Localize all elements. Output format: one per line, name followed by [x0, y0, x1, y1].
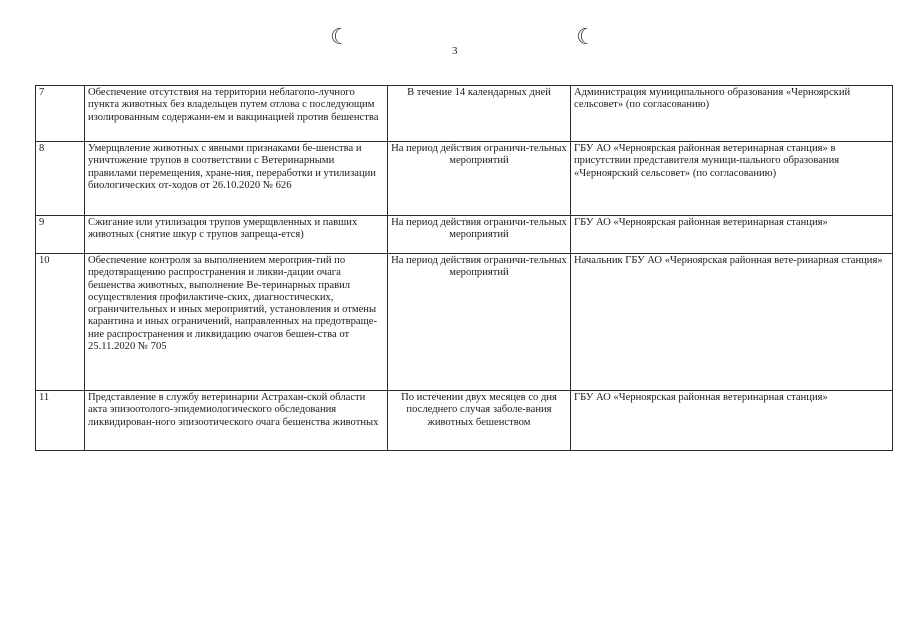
scan-mark-left: ☾ — [330, 24, 350, 49]
responsible-cell: Администрация муниципального образования «Черноярский сельсовет» (по согласованию) — [571, 86, 893, 142]
responsible-cell: ГБУ АО «Черноярская районная ветеринарная станция» — [571, 216, 893, 254]
page-number: 3 — [452, 45, 458, 57]
row-number: 9 — [36, 216, 85, 254]
table-row — [36, 391, 893, 451]
responsible-cell: ГБУ АО «Черноярская районная ветеринарная станция» — [571, 391, 893, 451]
period-cell: На период действия ограничи-тельных мероприятий — [388, 142, 571, 216]
table-row — [36, 216, 893, 254]
table-row — [36, 254, 893, 391]
row-number: 11 — [36, 391, 85, 451]
measure-cell: Обеспечение контроля за выполнением мероприя-тий по предотвращению распространения и ликви-дации очага бешенства животных, выполнение Ве-теринарных правил осуществления профилактиче-ских, диагностических, ограничительных и иных мероприятий, установления и отмены карантина и иных ограничений, направленных на предотвраще-ние распространения и ликвидацию очагов бешен-ства от 25.11.2020 № 705 — [85, 254, 388, 391]
row-number: 7 — [36, 86, 85, 142]
period-cell: В течение 14 календарных дней — [388, 86, 571, 142]
row-number: 8 — [36, 142, 85, 216]
period-cell: На период действия ограничи-тельных мероприятий — [388, 216, 571, 254]
scan-mark-right: ☾ — [576, 24, 596, 49]
measures-table — [35, 85, 893, 451]
period-cell: По истечении двух месяцев со дня последнего случая заболе-вания животных бешенством — [388, 391, 571, 451]
measure-cell: Сжигание или утилизация трупов умерщвленных и павших животных (снятие шкур с трупов запреща-ется) — [85, 216, 388, 254]
measure-cell: Умерщвление животных с явными признаками бе-шенства и уничтожение трупов в соответствии с Ветеринарными правилами перемещения, хране-ния, переработки и утилизации биологических от-ходов от 26.10.2020 № 626 — [85, 142, 388, 216]
period-cell: На период действия ограничи-тельных мероприятий — [388, 254, 571, 391]
row-number: 10 — [36, 254, 85, 391]
measure-cell: Обеспечение отсутствия на территории неблагопо-лучного пункта животных без владельцев путем отлова с последующим изолированным содержани-ем и вакцинацией против бешенства — [85, 86, 388, 142]
table-row — [36, 86, 893, 142]
responsible-cell: ГБУ АО «Черноярская районная ветеринарная станция» в присутствии представителя муници-пального образования «Черноярский сельсовет» (по согласованию) — [571, 142, 893, 216]
responsible-cell: Начальник ГБУ АО «Черноярская районная вете-ринарная станция» — [571, 254, 893, 391]
measure-cell: Представление в службу ветеринарии Астрахан-ской области акта эпизоотолого-эпидемиологического обследования ликвидирован-ного эпизоотического очага бешенства животных — [85, 391, 388, 451]
table-row — [36, 142, 893, 216]
